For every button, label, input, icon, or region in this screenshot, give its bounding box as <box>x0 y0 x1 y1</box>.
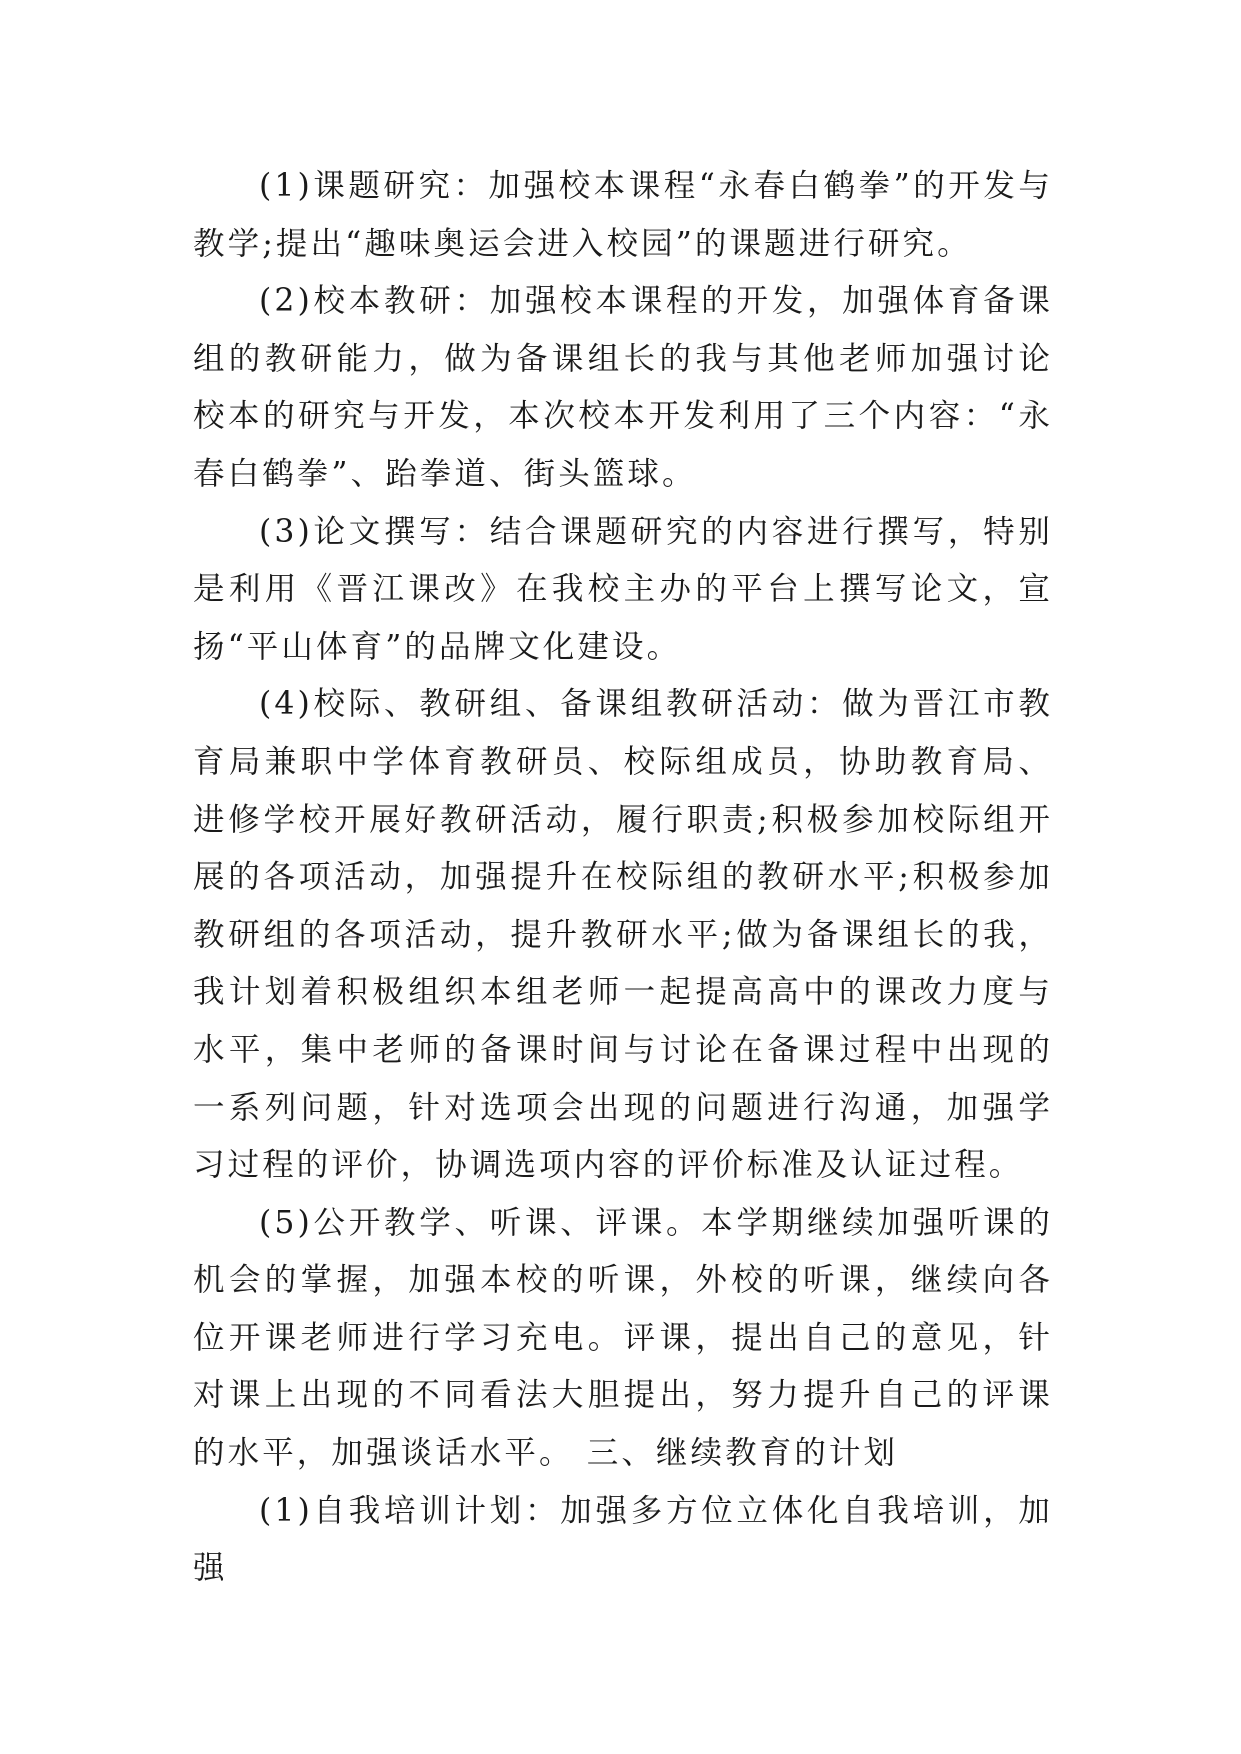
paragraph-paper-writing: (3)论文撰写：结合课题研究的内容进行撰写，特别是利用《晋江课改》在我校主办的平台上撰写论文，宣扬“平山体育”的品牌文化建设。 <box>193 513 1053 665</box>
paragraph-topic-research: (1)课题研究：加强校本课程“永春白鹤拳”的开发与教学;提出“趣味奥运会进入校园”的课题进行研究。 <box>193 168 1053 262</box>
document-body <box>193 158 1053 1598</box>
paragraph-open-lessons: (5)公开教学、听课、评课。本学期继续加强听课的机会的掌握，加强本校的听课，外校的听课，继续向各位开课老师进行学习充电。评课，提出自己的意见，针对课上出现的不同看法大胆提出，努力提升自己的评课的水平，加强谈话水平。 三、继续教育的计划 <box>193 1204 1053 1472</box>
paragraph-self-training: (1)自我培训计划：加强多方位立体化自我培训，加强 <box>193 1492 1053 1587</box>
paragraph-school-research: (2)校本教研：加强校本课程的开发，加强体育备课组的教研能力，做为备课组长的我与其他老师加强讨论校本的研究与开发，本次校本开发利用了三个内容：“永春白鹤拳”、跆拳道、街头篮球。 <box>193 283 1053 492</box>
paragraph-teaching-activities: (4)校际、教研组、备课组教研活动：做为晋江市教育局兼职中学体育教研员、校际组成员，协助教育局、进修学校开展好教研活动，履行职责;积极参加校际组开展的各项活动，加强提升在校际组的教研水平;积极参加教研组的各项活动，提升教研水平;做为备课组长的我，我计划着积极组织本组老师一起提高高中的课改力度与水平，集中老师的备课时间与讨论在备课过程中出现的一系列问题，针对选项会出现的问题进行沟通，加强学习过程的评价，协调选项内容的评价标准及认证过程。 <box>193 686 1053 1184</box>
